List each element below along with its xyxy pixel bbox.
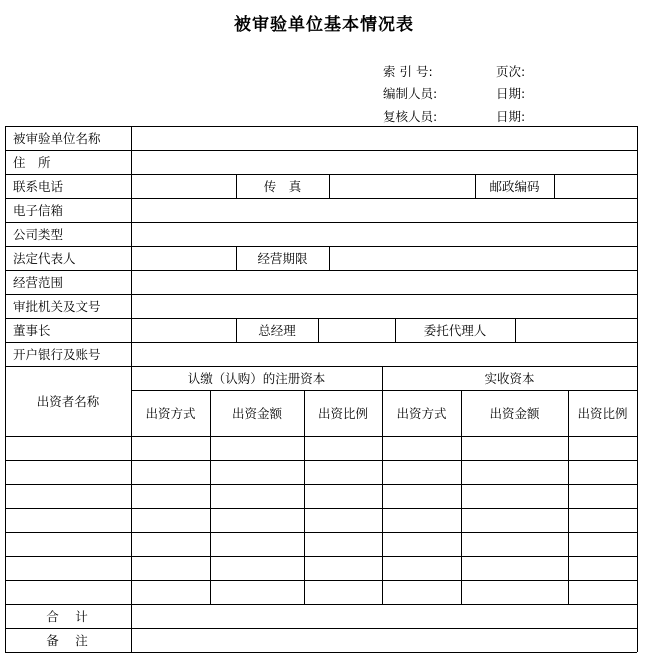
legal-rep-field[interactable] <box>131 246 236 270</box>
table-rule <box>5 556 637 557</box>
editor-label: 编制人员: <box>383 86 438 101</box>
business-term-label: 经营期限 <box>257 251 308 266</box>
email-label: 电子信箱 <box>13 203 64 218</box>
registered-capital-header: 认缴（认购）的注册资本 <box>187 371 326 386</box>
general-manager-field[interactable] <box>318 318 395 342</box>
legal-rep-label: 法定代表人 <box>13 251 76 266</box>
fax-label: 传 真 <box>263 179 302 194</box>
unit-name-field[interactable] <box>131 126 637 150</box>
bank-account-field[interactable] <box>131 342 637 366</box>
fax-field[interactable] <box>329 174 475 198</box>
agent-field[interactable] <box>515 318 637 342</box>
email-field[interactable] <box>131 198 637 222</box>
reg-amount-header: 出资金额 <box>231 406 282 421</box>
table-rule <box>5 580 637 581</box>
table-rule <box>5 652 637 653</box>
review-date-label: 日期: <box>496 109 526 124</box>
total-label: 合 计 <box>46 609 90 624</box>
postal-code-field[interactable] <box>554 174 637 198</box>
page-number-label: 页次: <box>496 64 526 79</box>
table-rule <box>5 508 637 509</box>
paid-method-header: 出资方式 <box>396 406 447 421</box>
reviewer-label: 复核人员: <box>383 109 438 124</box>
business-scope-field[interactable] <box>131 270 637 294</box>
paid-in-capital-header: 实收资本 <box>484 371 535 386</box>
table-rule <box>5 532 637 533</box>
unit-name-label: 被审验单位名称 <box>13 131 101 146</box>
phone-field[interactable] <box>131 174 236 198</box>
investor-name-header: 出资者名称 <box>36 394 100 409</box>
remarks-label: 备 注 <box>46 633 90 648</box>
business-scope-label: 经营范围 <box>13 275 64 290</box>
approval-authority-label: 审批机关及文号 <box>13 299 101 314</box>
general-manager-label: 总经理 <box>258 323 296 338</box>
index-number-label: 索 引 号: <box>383 64 433 79</box>
address-label: 住 所 <box>13 155 51 170</box>
agent-label: 委托代理人 <box>423 323 487 338</box>
remarks-field[interactable] <box>131 628 637 652</box>
paid-amount-header: 出资金额 <box>489 406 540 421</box>
table-rule <box>5 484 637 485</box>
address-field[interactable] <box>131 150 637 174</box>
business-term-field[interactable] <box>329 246 637 270</box>
table-rule <box>5 436 637 437</box>
chairman-field[interactable] <box>131 318 236 342</box>
company-type-label: 公司类型 <box>13 227 64 242</box>
chairman-label: 董事长 <box>13 323 51 338</box>
table-rule <box>637 126 638 652</box>
edit-date-label: 日期: <box>496 86 526 101</box>
reg-ratio-header: 出资比例 <box>317 406 368 421</box>
company-type-field[interactable] <box>131 222 637 246</box>
bank-account-label: 开户银行及账号 <box>13 347 101 362</box>
reg-method-header: 出资方式 <box>145 406 196 421</box>
paid-ratio-header: 出资比例 <box>577 406 628 421</box>
phone-label: 联系电话 <box>13 179 64 194</box>
approval-authority-field[interactable] <box>131 294 637 318</box>
postal-code-label: 邮政编码 <box>489 179 540 194</box>
page-title: 被审验单位基本情况表 <box>234 15 414 35</box>
table-rule <box>5 460 637 461</box>
